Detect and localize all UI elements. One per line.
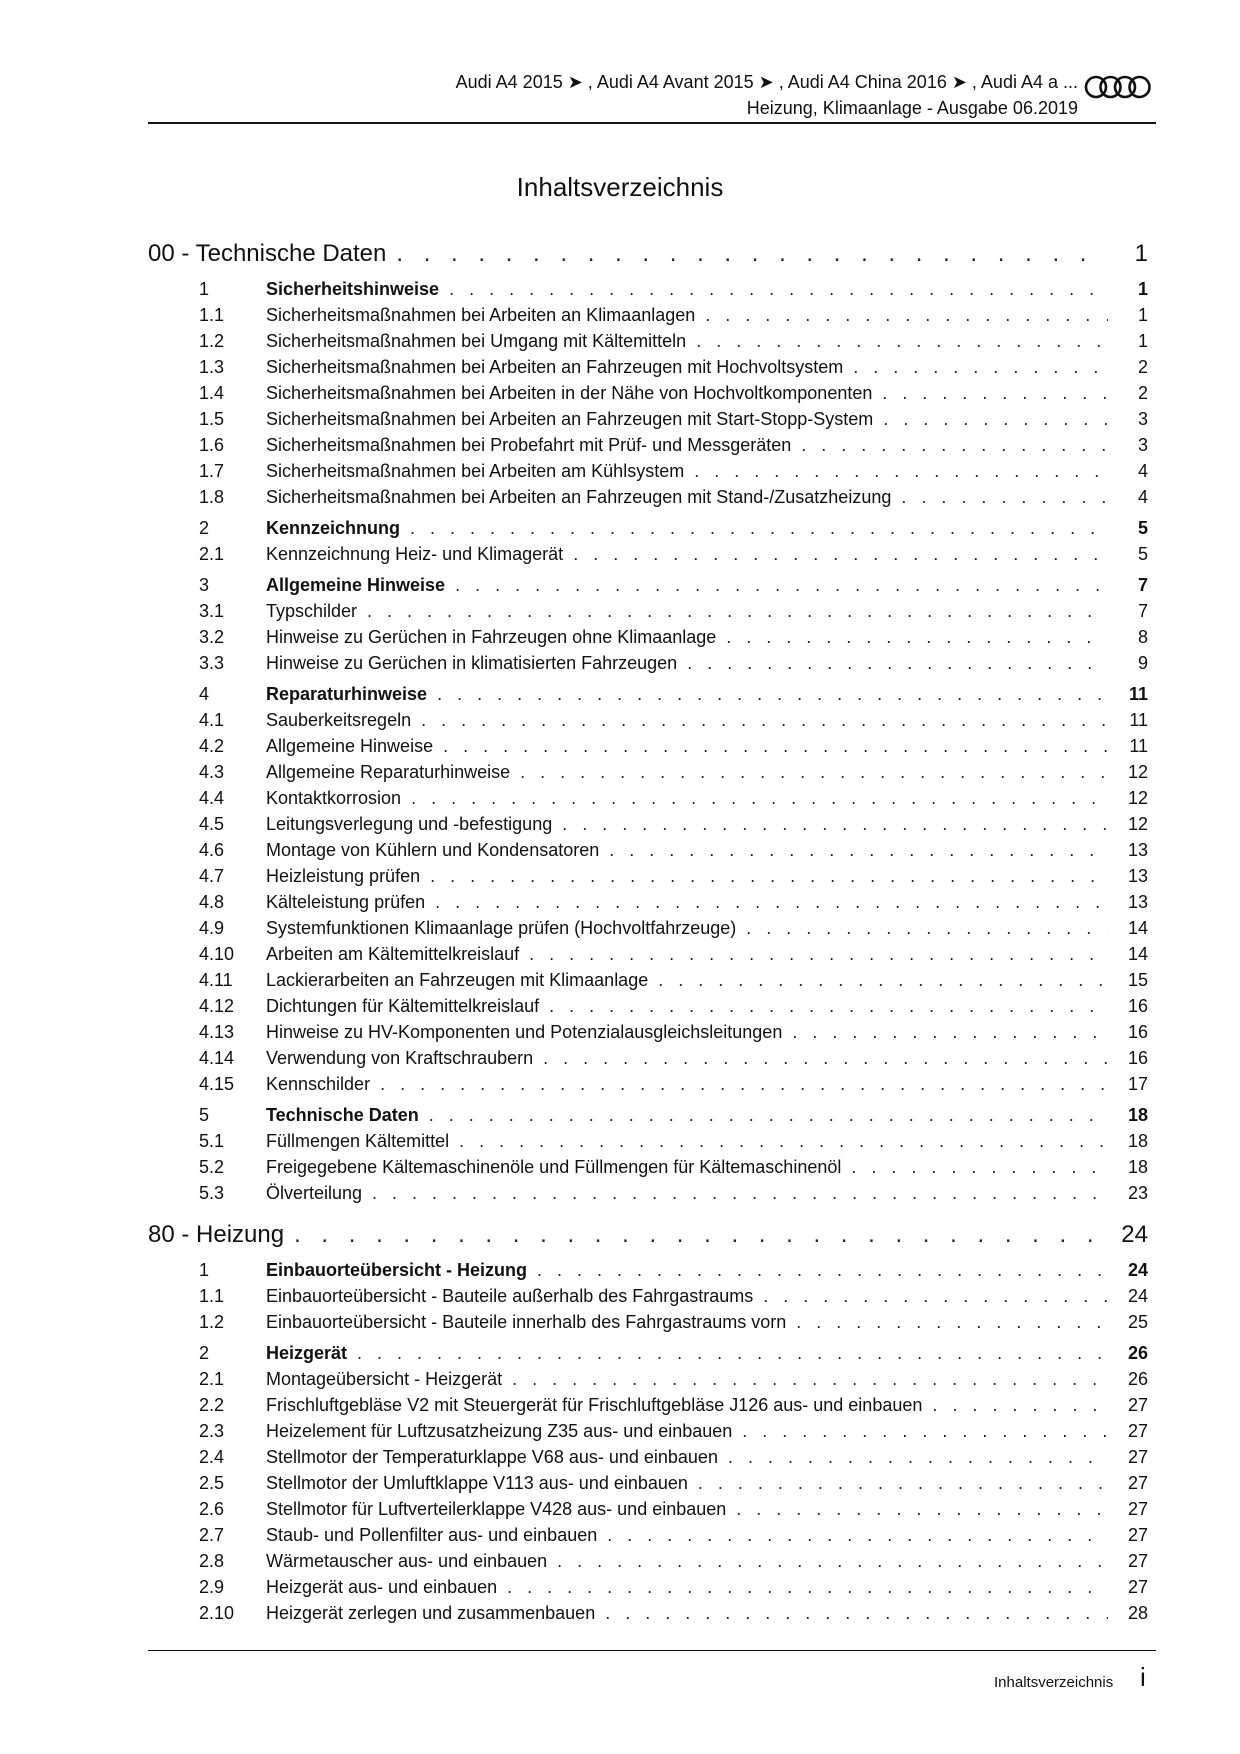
toc-entry-page: 11 [1129, 710, 1148, 730]
toc-entry-number: 2 [199, 518, 210, 538]
toc-leader [430, 866, 1108, 887]
footer-divider [148, 1650, 1156, 1651]
toc-entry-title: Hinweise zu Gerüchen in klimatisierten Fahrzeugen [266, 653, 678, 673]
toc-entry-page: 3 [1137, 409, 1148, 429]
toc-leader [455, 575, 1108, 596]
toc-entry-page: 27 [1127, 1447, 1148, 1467]
toc-entry-page: 11 [1128, 684, 1148, 704]
toc-entry-number: 2.1 [199, 1369, 225, 1389]
toc-entry-number: 4.14 [199, 1048, 235, 1068]
toc-leader [380, 1074, 1108, 1095]
toc-entry-title: Arbeiten am Kältemittelkreislauf [266, 944, 520, 964]
toc-entry-page: 16 [1127, 1022, 1148, 1042]
toc-entry-number: 1.2 [199, 1312, 225, 1332]
toc-entry-page: 27 [1127, 1525, 1148, 1545]
toc-leader [792, 1022, 1108, 1043]
toc-leader [507, 1577, 1108, 1598]
toc-leader [901, 487, 1108, 508]
toc-entry-title: Sicherheitsmaßnahmen bei Arbeiten an Fahrzeugen mit Stand-/Zusatzheizung [266, 487, 892, 507]
toc-entry-title: Kälteleistung prüfen [266, 892, 426, 912]
toc-entry-title: Reparaturhinweise [266, 684, 428, 704]
toc-entry-title: Allgemeine Hinweise [266, 575, 446, 595]
toc-section-page: 24 [1121, 1221, 1148, 1248]
toc-entry-number: 4.9 [199, 918, 225, 938]
toc-entry-number: 1.1 [199, 305, 225, 325]
page-header [148, 70, 1078, 124]
toc-entry[interactable] [148, 409, 1148, 435]
toc-entry-page: 24 [1127, 1286, 1148, 1306]
toc-entry[interactable] [148, 1022, 1148, 1048]
toc-entry[interactable] [148, 357, 1148, 383]
toc-leader [728, 1447, 1108, 1468]
toc-leader [421, 710, 1108, 731]
toc-leader [557, 1551, 1108, 1572]
toc-entry-number: 3 [199, 575, 210, 595]
toc-entry-number: 1.6 [199, 435, 225, 455]
toc-leader [726, 627, 1108, 648]
page-title: Inhaltsverzeichnis [516, 172, 724, 202]
toc-entry-title: Kennzeichnung [266, 518, 400, 538]
toc-leader [658, 970, 1108, 991]
toc-entry-number: 1.5 [199, 409, 225, 429]
toc-leader [562, 814, 1108, 835]
toc-entry-number: 4.12 [199, 996, 235, 1016]
toc-entry-title: Sicherheitsmaßnahmen bei Arbeiten an Fahrzeugen mit Hochvoltsystem [266, 357, 844, 377]
toc-entry-number: 4.1 [199, 710, 225, 730]
toc-entry-number: 5.2 [199, 1157, 225, 1177]
toc-entry-number: 1 [199, 1260, 210, 1280]
toc-entry-number: 2.8 [199, 1551, 225, 1571]
toc-leader [851, 1157, 1108, 1178]
toc-entry-number: 1.3 [199, 357, 225, 377]
toc-entry[interactable] [148, 1525, 1148, 1551]
toc-entry-page: 3 [1137, 435, 1148, 455]
toc-entry-page: 16 [1127, 996, 1148, 1016]
toc-entry-number: 2.9 [199, 1577, 225, 1597]
toc-entry[interactable] [148, 461, 1148, 487]
toc-entry-title: Montageübersicht - Heizgerät [266, 1369, 503, 1389]
toc-chapter[interactable] [148, 518, 1148, 544]
toc-entry-title: Sicherheitsmaßnahmen bei Arbeiten am Kühlsystem [266, 461, 685, 481]
toc-entry-number: 1.8 [199, 487, 225, 507]
toc-entry[interactable] [148, 710, 1148, 736]
toc-entry-title: Stellmotor der Temperaturklappe V68 aus- und einbauen [266, 1447, 718, 1467]
toc-entry-page: 2 [1137, 357, 1148, 377]
toc-leader [372, 1183, 1108, 1204]
toc-entry-number: 4.3 [199, 762, 225, 782]
toc-entry[interactable] [148, 996, 1148, 1022]
toc-entry-page: 9 [1137, 653, 1148, 673]
toc-entry-number: 1.7 [199, 461, 225, 481]
toc-entry-number: 4.13 [199, 1022, 235, 1042]
toc-leader [932, 1395, 1108, 1416]
toc-leader [736, 1499, 1108, 1520]
toc-section[interactable] [148, 240, 1148, 274]
toc-entry[interactable] [148, 1395, 1148, 1421]
toc-entry-number: 5.1 [199, 1131, 225, 1151]
toc-entry-number: 4.5 [199, 814, 225, 834]
toc-entry-title: Füllmengen Kältemittel [266, 1131, 450, 1151]
toc-leader [694, 461, 1108, 482]
toc-entry-page: 1 [1137, 305, 1148, 325]
toc-entry-title: Leitungsverlegung und -befestigung [266, 814, 553, 834]
toc-entry-page: 13 [1127, 866, 1148, 886]
toc-leader [367, 601, 1108, 622]
toc-chapter[interactable] [148, 1260, 1148, 1286]
toc-leader [429, 1105, 1108, 1126]
toc-entry-page: 7 [1137, 575, 1148, 595]
toc-chapter[interactable] [148, 1105, 1148, 1131]
header-models: Audi A4 2015 ➤ , Audi A4 Avant 2015 ➤ , Audi A4 China 2016 ➤ , Audi A4 a ... [455, 72, 1078, 92]
toc-entry[interactable] [148, 1499, 1148, 1525]
toc-leader [742, 1421, 1108, 1442]
toc-entry-page: 7 [1137, 601, 1148, 621]
toc-entry-title: Verwendung von Kraftschraubern [266, 1048, 534, 1068]
toc-entry-number: 4.15 [199, 1074, 235, 1094]
footer-page-number: i [1140, 1662, 1146, 1692]
toc-leader [763, 1286, 1108, 1307]
toc-entry-title: Staub- und Pollenfilter aus- und einbauen [266, 1525, 598, 1545]
toc-entry-number: 2.1 [199, 544, 225, 564]
toc-leader [520, 762, 1108, 783]
toc-entry-page: 1 [1137, 331, 1148, 351]
toc-entry-number: 4.7 [199, 866, 225, 886]
toc-entry-number: 2.7 [199, 1525, 225, 1545]
toc-leader [549, 996, 1108, 1017]
toc-chapter[interactable] [148, 684, 1148, 710]
toc-entry[interactable] [148, 762, 1148, 788]
toc-entry-page: 23 [1127, 1183, 1148, 1203]
toc-entry[interactable] [148, 1421, 1148, 1447]
toc-leader [543, 1048, 1108, 1069]
toc-entry[interactable] [148, 866, 1148, 892]
toc-entry[interactable] [148, 918, 1148, 944]
toc-entry[interactable] [148, 944, 1148, 970]
toc-entry-number: 4.11 [199, 970, 233, 990]
toc-entry-title: Sicherheitsmaßnahmen bei Arbeiten in der Nähe von Hochvoltkomponenten [266, 383, 873, 403]
toc-entry-page: 12 [1127, 788, 1148, 808]
toc-entry[interactable] [148, 970, 1148, 996]
toc-entry-number: 4.4 [199, 788, 225, 808]
toc-chapter[interactable] [148, 1343, 1148, 1369]
toc-leader [801, 435, 1108, 456]
toc-entry-title: Stellmotor der Umluftklappe V113 aus- und einbauen [266, 1473, 688, 1493]
toc-entry[interactable] [148, 1157, 1148, 1183]
toc-entry-number: 2.5 [199, 1473, 225, 1493]
header-subtitle: Heizung, Klimaanlage - Ausgabe 06.2019 [746, 98, 1078, 118]
toc-entry-title: Kennzeichnung Heiz- und Klimagerät [266, 544, 564, 564]
toc-entry-number: 1.4 [199, 383, 225, 403]
toc-entry-title: Heizgerät [266, 1343, 348, 1363]
toc-entry-page: 26 [1127, 1369, 1148, 1389]
toc-section-title: 00 - Technische Daten [148, 240, 387, 267]
toc-entry-page: 13 [1127, 892, 1148, 912]
toc-entry-page: 14 [1127, 944, 1148, 964]
toc-entry[interactable] [148, 892, 1148, 918]
toc-entry-page: 18 [1127, 1157, 1148, 1177]
toc-entry-title: Sicherheitshinweise [266, 279, 440, 299]
toc-leader [573, 544, 1108, 565]
toc-entry[interactable] [148, 1183, 1148, 1209]
toc-entry-page: 15 [1127, 970, 1148, 990]
toc-leader [698, 1473, 1108, 1494]
toc-entry-page: 27 [1127, 1395, 1148, 1415]
toc-entry-page: 14 [1127, 918, 1148, 938]
toc-entry[interactable] [148, 1551, 1148, 1577]
toc-entry-title: Sicherheitsmaßnahmen bei Umgang mit Kältemitteln [266, 331, 687, 351]
toc-leader [357, 1343, 1108, 1364]
toc-entry[interactable] [148, 544, 1148, 570]
toc-chapter[interactable] [148, 575, 1148, 601]
toc-entry-title: Frischluftgebläse V2 mit Steuergerät für Frischluftgebläse J126 aus- und einbauen [266, 1395, 923, 1415]
toc-entry-title: Einbauorteübersicht - Bauteile innerhalb des Fahrgastraums vorn [266, 1312, 787, 1332]
toc-entry[interactable] [148, 487, 1148, 513]
toc-entry-title: Systemfunktionen Klimaanlage prüfen (Hochvoltfahrzeuge) [266, 918, 737, 938]
toc-leader [796, 1312, 1108, 1333]
toc-entry[interactable] [148, 331, 1148, 357]
toc-entry-number: 2.4 [199, 1447, 225, 1467]
toc-entry-title: Kontaktkorrosion [266, 788, 402, 808]
toc-entry-title: Heizgerät aus- und einbauen [266, 1577, 498, 1597]
header-divider [148, 122, 1156, 124]
toc-entry-number: 2.2 [199, 1395, 225, 1415]
toc-entry-page: 5 [1137, 544, 1148, 564]
toc-entry-number: 1.2 [199, 331, 225, 351]
toc-entry[interactable] [148, 1473, 1148, 1499]
toc-entry-number: 4.2 [199, 736, 225, 756]
toc-entry[interactable] [148, 1577, 1148, 1603]
toc-entry-page: 27 [1127, 1499, 1148, 1519]
toc-leader [294, 1221, 1108, 1249]
toc-entry-page: 4 [1137, 487, 1148, 507]
toc-entry[interactable] [148, 601, 1148, 627]
toc-entry-number: 3.3 [199, 653, 225, 673]
toc-entry-title: Sicherheitsmaßnahmen bei Probefahrt mit Prüf- und Messgeräten [266, 435, 792, 455]
toc-entry[interactable] [148, 305, 1148, 331]
toc-entry[interactable] [148, 1286, 1148, 1312]
toc-entry[interactable] [148, 1312, 1148, 1338]
toc-entry-title: Stellmotor für Luftverteilerklappe V428 aus- und einbauen [266, 1499, 727, 1519]
toc-leader [411, 788, 1108, 809]
toc-entry-title: Ölverteilung [266, 1183, 363, 1203]
toc-entry-number: 4.6 [199, 840, 225, 860]
toc-leader [882, 383, 1108, 404]
toc-entry-title: Sicherheitsmaßnahmen bei Arbeiten an Fahrzeugen mit Start-Stopp-System [266, 409, 874, 429]
toc-entry-title: Hinweise zu HV-Komponenten und Potenzialausgleichsleitungen [266, 1022, 783, 1042]
toc-leader [443, 736, 1108, 757]
toc-entry-number: 4.10 [199, 944, 235, 964]
toc-leader [449, 279, 1108, 300]
toc-leader [746, 918, 1108, 939]
toc-entry[interactable] [148, 788, 1148, 814]
toc-entry-number: 2.3 [199, 1421, 225, 1441]
toc-entry-page: 2 [1137, 383, 1148, 403]
toc-leader [853, 357, 1108, 378]
toc-leader [537, 1260, 1108, 1281]
toc-entry-title: Lackierarbeiten an Fahrzeugen mit Klimaanlage [266, 970, 649, 990]
toc-entry[interactable] [148, 840, 1148, 866]
toc-entry-page: 18 [1127, 1131, 1148, 1151]
toc-entry-page: 16 [1127, 1048, 1148, 1068]
toc-entry-page: 28 [1127, 1603, 1148, 1623]
toc-entry-page: 12 [1127, 762, 1148, 782]
toc-entry-title: Technische Daten [266, 1105, 419, 1125]
toc-entry-page: 27 [1127, 1577, 1148, 1597]
toc-entry[interactable] [148, 736, 1148, 762]
toc-entry-title: Einbauorteübersicht - Heizung [266, 1260, 528, 1280]
toc-entry-number: 2 [199, 1343, 210, 1363]
toc-entry-page: 27 [1127, 1421, 1148, 1441]
toc-entry-page: 1 [1137, 279, 1148, 299]
toc-chapter[interactable] [148, 279, 1148, 305]
toc-leader [696, 331, 1108, 352]
toc-entry-title: Typschilder [266, 601, 358, 621]
toc-entry-title: Einbauorteübersicht - Bauteile außerhalb des Fahrgastraums [266, 1286, 754, 1306]
toc-entry-number: 1 [199, 279, 210, 299]
toc-entry-number: 5 [199, 1105, 210, 1125]
toc-entry-title: Montage von Kühlern und Kondensatoren [266, 840, 600, 860]
toc-entry-page: 26 [1127, 1343, 1148, 1363]
toc-entry-page: 25 [1127, 1312, 1148, 1332]
table-of-contents [148, 240, 1148, 1629]
toc-entry-number: 3.1 [199, 601, 225, 621]
toc-leader [437, 684, 1108, 705]
toc-leader [396, 240, 1108, 268]
toc-leader [529, 944, 1108, 965]
toc-entry[interactable] [148, 1048, 1148, 1074]
toc-entry-title: Allgemeine Reparaturhinweise [266, 762, 511, 782]
toc-entry-title: Freigegebene Kältemaschinenöle und Füllmengen für Kältemaschinenöl [266, 1157, 842, 1177]
toc-entry-title: Kennschilder [266, 1074, 371, 1094]
toc-entry-number: 2.6 [199, 1499, 225, 1519]
toc-entry-title: Sauberkeitsregeln [266, 710, 412, 730]
toc-entry-page: 8 [1137, 627, 1148, 647]
toc-section[interactable] [148, 1221, 1148, 1255]
toc-entry-title: Heizelement für Luftzusatzheizung Z35 aus- und einbauen [266, 1421, 733, 1441]
toc-section-page: 1 [1134, 240, 1148, 267]
toc-leader [607, 1525, 1108, 1546]
toc-leader [512, 1369, 1108, 1390]
toc-entry[interactable] [148, 1369, 1148, 1395]
toc-leader [687, 653, 1108, 674]
toc-entry-page: 27 [1127, 1551, 1148, 1571]
toc-entry[interactable] [148, 435, 1148, 461]
toc-entry-title: Dichtungen für Kältemittelkreislauf [266, 996, 540, 1016]
toc-entry-page: 17 [1127, 1074, 1148, 1094]
footer-label: Inhaltsverzeichnis [994, 1674, 1114, 1691]
toc-entry-page: 24 [1127, 1260, 1148, 1280]
toc-section-title: 80 - Heizung [148, 1221, 285, 1248]
toc-entry[interactable] [148, 627, 1148, 653]
toc-entry[interactable] [148, 814, 1148, 840]
toc-entry[interactable] [148, 383, 1148, 409]
audi-rings-icon [1084, 73, 1152, 101]
toc-entry-page: 18 [1127, 1105, 1148, 1125]
toc-entry-page: 5 [1137, 518, 1148, 538]
toc-entry-title: Hinweise zu Gerüchen in Fahrzeugen ohne Klimaanlage [266, 627, 717, 647]
toc-entry-title: Heizleistung prüfen [266, 866, 421, 886]
toc-entry-page: 4 [1137, 461, 1148, 481]
toc-leader [605, 1603, 1108, 1624]
toc-entry[interactable] [148, 1447, 1148, 1473]
toc-entry-number: 4 [199, 684, 210, 704]
toc-leader [883, 409, 1108, 430]
toc-leader [705, 305, 1108, 326]
toc-entry-title: Sicherheitsmaßnahmen bei Arbeiten an Klimaanlagen [266, 305, 696, 325]
toc-entry-number: 2.10 [199, 1603, 235, 1623]
toc-entry-number: 5.3 [199, 1183, 225, 1203]
toc-entry-page: 11 [1129, 736, 1148, 756]
toc-entry-number: 1.1 [199, 1286, 225, 1306]
toc-leader [435, 892, 1108, 913]
toc-entry[interactable] [148, 1603, 1148, 1629]
toc-entry[interactable] [148, 653, 1148, 679]
toc-leader [410, 518, 1108, 539]
toc-leader [459, 1131, 1108, 1152]
toc-entry-page: 13 [1127, 840, 1148, 860]
toc-entry-title: Wärmetauscher aus- und einbauen [266, 1551, 548, 1571]
toc-entry-number: 3.2 [199, 627, 225, 647]
toc-entry-title: Heizgerät zerlegen und zusammenbauen [266, 1603, 596, 1623]
toc-entry[interactable] [148, 1074, 1148, 1100]
toc-entry-number: 4.8 [199, 892, 225, 912]
toc-entry-title: Allgemeine Hinweise [266, 736, 434, 756]
toc-leader [609, 840, 1108, 861]
toc-entry-page: 12 [1127, 814, 1148, 834]
toc-entry-page: 27 [1127, 1473, 1148, 1493]
toc-entry[interactable] [148, 1131, 1148, 1157]
